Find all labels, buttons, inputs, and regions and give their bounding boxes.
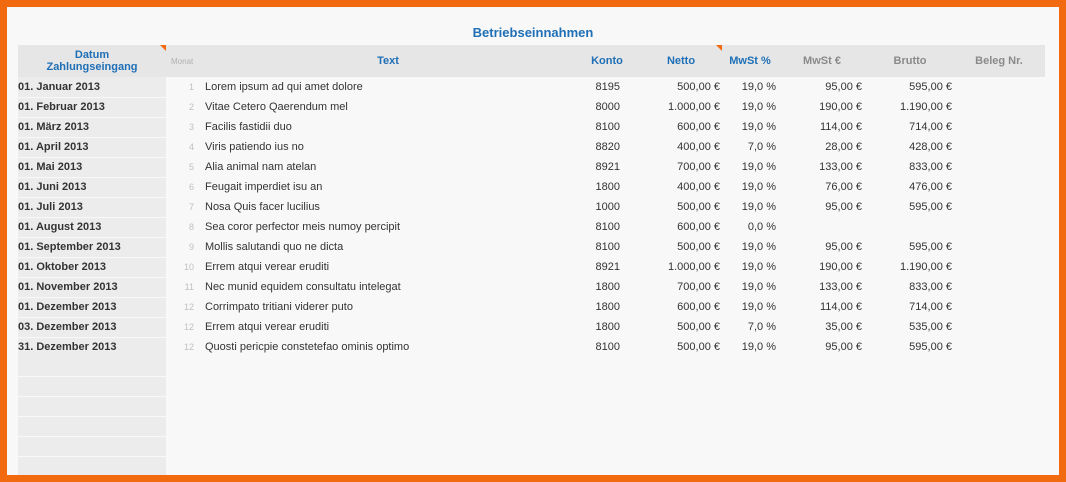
- header-datum-line2: Zahlungseingang: [46, 61, 138, 73]
- row-konto[interactable]: 8000: [595, 101, 620, 113]
- row-konto[interactable]: 1800: [595, 181, 620, 193]
- header-datum-line1: Datum: [74, 49, 110, 61]
- row-mwst-percent[interactable]: 7,0 %: [747, 321, 776, 333]
- row-date: 01. Dezember 2013: [18, 301, 117, 313]
- row-konto[interactable]: 1800: [595, 301, 620, 313]
- row-netto[interactable]: 500,00 €: [677, 341, 720, 353]
- row-text[interactable]: Sea coror perfector meis numoy percipit: [205, 221, 401, 233]
- row-mwst-percent[interactable]: 19,0 %: [741, 261, 776, 273]
- row-mwst-euro[interactable]: 95,00 €: [825, 241, 862, 253]
- date-cell[interactable]: [18, 97, 166, 118]
- row-konto[interactable]: 1000: [595, 201, 620, 213]
- row-date: 01. September 2013: [18, 241, 121, 253]
- date-cell[interactable]: [18, 337, 166, 358]
- row-brutto[interactable]: 595,00 €: [909, 341, 952, 353]
- row-text[interactable]: Vitae Cetero Qaerendum mel: [205, 101, 348, 113]
- empty-date-cell[interactable]: [18, 437, 166, 457]
- row-brutto[interactable]: 1.190,00 €: [900, 261, 952, 273]
- table-row[interactable]: [18, 277, 1045, 297]
- row-date: 01. März 2013: [18, 121, 89, 133]
- header-konto[interactable]: Konto: [591, 55, 623, 67]
- row-netto[interactable]: 1.000,00 €: [668, 101, 720, 113]
- row-brutto[interactable]: 595,00 €: [909, 81, 952, 93]
- row-mwst-euro[interactable]: [788, 217, 862, 237]
- row-date: 01. August 2013: [18, 221, 102, 233]
- row-mwst-euro[interactable]: 133,00 €: [819, 161, 862, 173]
- row-date: 01. Mai 2013: [18, 161, 83, 173]
- row-mwst-percent[interactable]: 19,0 %: [741, 201, 776, 213]
- row-number[interactable]: 6: [188, 182, 194, 192]
- empty-date-cell[interactable]: [18, 357, 166, 377]
- row-netto[interactable]: 600,00 €: [677, 121, 720, 133]
- date-cell[interactable]: [18, 277, 166, 298]
- row-date: 01. Februar 2013: [18, 101, 105, 113]
- row-mwst-percent[interactable]: 19,0 %: [741, 81, 776, 93]
- row-netto[interactable]: 700,00 €: [677, 281, 720, 293]
- date-cell[interactable]: [18, 197, 166, 218]
- row-brutto[interactable]: [876, 217, 952, 237]
- row-mwst-percent[interactable]: 19,0 %: [741, 161, 776, 173]
- date-cell[interactable]: [18, 137, 166, 158]
- date-cell[interactable]: [18, 257, 166, 278]
- row-number[interactable]: 5: [188, 162, 194, 172]
- row-text[interactable]: Facilis fastidii duo: [205, 121, 292, 133]
- table-row[interactable]: [18, 197, 1045, 217]
- row-number[interactable]: 2: [188, 102, 194, 112]
- row-mwst-euro[interactable]: 95,00 €: [825, 341, 862, 353]
- row-netto[interactable]: 500,00 €: [677, 241, 720, 253]
- empty-date-cell[interactable]: [18, 457, 166, 475]
- row-brutto[interactable]: 714,00 €: [909, 121, 952, 133]
- date-cell[interactable]: [18, 77, 166, 98]
- row-konto[interactable]: 1800: [595, 281, 620, 293]
- header-netto[interactable]: Netto: [666, 55, 696, 67]
- row-mwst-percent[interactable]: 19,0 %: [741, 181, 776, 193]
- row-number[interactable]: 8: [188, 222, 194, 232]
- row-netto[interactable]: 700,00 €: [677, 161, 720, 173]
- row-number[interactable]: 3: [188, 122, 194, 132]
- date-cell[interactable]: [18, 317, 166, 338]
- row-mwst-euro[interactable]: 76,00 €: [825, 181, 862, 193]
- row-netto[interactable]: 500,00 €: [677, 201, 720, 213]
- date-cell[interactable]: [18, 117, 166, 138]
- sheet-title: Betriebseinnahmen: [472, 25, 594, 40]
- row-number[interactable]: 7: [188, 202, 194, 212]
- header-beleg-nr[interactable]: Beleg Nr.: [975, 55, 1023, 67]
- row-text[interactable]: Nec munid equidem consultatu intelegat: [205, 281, 401, 293]
- row-konto[interactable]: 8100: [595, 341, 620, 353]
- table-row[interactable]: [18, 217, 1045, 237]
- row-brutto[interactable]: 595,00 €: [909, 241, 952, 253]
- row-mwst-percent[interactable]: 19,0 %: [741, 101, 776, 113]
- row-number[interactable]: 12: [183, 322, 194, 332]
- row-text[interactable]: Corrimpato tritiani viderer puto: [205, 301, 353, 313]
- spreadsheet-sheet: [7, 7, 1059, 475]
- table-row[interactable]: [18, 77, 1045, 97]
- table-row[interactable]: [18, 297, 1045, 317]
- row-number[interactable]: 10: [183, 262, 194, 272]
- row-netto[interactable]: 500,00 €: [677, 81, 720, 93]
- row-netto[interactable]: 600,00 €: [677, 301, 720, 313]
- row-mwst-euro[interactable]: 133,00 €: [819, 281, 862, 293]
- row-konto[interactable]: 8921: [595, 261, 620, 273]
- row-text[interactable]: Lorem ipsum ad qui amet dolore: [205, 81, 363, 93]
- row-text[interactable]: Mollis salutandi quo ne dicta: [205, 241, 344, 253]
- header-mwst-percent[interactable]: MwSt %: [729, 55, 771, 67]
- row-konto[interactable]: 1800: [595, 321, 620, 333]
- row-konto[interactable]: 8820: [595, 141, 620, 153]
- table-row[interactable]: [18, 97, 1045, 117]
- row-text[interactable]: Errem atqui verear eruditi: [205, 321, 330, 333]
- row-text[interactable]: Feugait imperdiet isu an: [205, 181, 323, 193]
- table-row[interactable]: [18, 337, 1045, 357]
- row-mwst-euro[interactable]: 95,00 €: [825, 81, 862, 93]
- header-text[interactable]: Text: [377, 55, 399, 67]
- table-row[interactable]: [18, 137, 1045, 157]
- row-text[interactable]: Quosti pericpie constetefao ominis optimo: [205, 341, 410, 353]
- row-date: 01. Oktober 2013: [18, 261, 107, 273]
- table-row[interactable]: [18, 177, 1045, 197]
- row-netto[interactable]: 1.000,00 €: [668, 261, 720, 273]
- date-cell[interactable]: [18, 217, 166, 238]
- row-netto[interactable]: 500,00 €: [677, 321, 720, 333]
- row-date: 01. Juli 2013: [18, 201, 83, 213]
- row-text[interactable]: Viris patiendo ius no: [205, 141, 304, 153]
- row-date: 01. Januar 2013: [18, 81, 100, 93]
- row-mwst-euro[interactable]: 28,00 €: [825, 141, 862, 153]
- row-brutto[interactable]: 595,00 €: [909, 201, 952, 213]
- row-date: 01. Juni 2013: [18, 181, 87, 193]
- row-netto[interactable]: 400,00 €: [677, 141, 720, 153]
- row-mwst-percent[interactable]: 0,0 %: [747, 221, 776, 233]
- empty-date-cell[interactable]: [18, 377, 166, 397]
- row-date: 01. April 2013: [18, 141, 89, 153]
- row-brutto[interactable]: 476,00 €: [909, 181, 952, 193]
- header-monat[interactable]: Monat: [171, 56, 194, 66]
- row-mwst-percent[interactable]: 19,0 %: [741, 301, 776, 313]
- comment-marker-icon: [160, 45, 166, 51]
- date-cell[interactable]: [18, 157, 166, 178]
- row-mwst-percent[interactable]: 19,0 %: [741, 281, 776, 293]
- table-row[interactable]: [18, 257, 1045, 277]
- row-mwst-percent[interactable]: 7,0 %: [747, 141, 776, 153]
- table-row[interactable]: [18, 317, 1045, 337]
- row-number[interactable]: 12: [183, 342, 194, 352]
- row-konto[interactable]: 8100: [595, 121, 620, 133]
- row-netto[interactable]: 600,00 €: [677, 221, 720, 233]
- row-mwst-euro[interactable]: 114,00 €: [819, 121, 862, 133]
- table-row[interactable]: [18, 237, 1045, 257]
- row-konto[interactable]: 8921: [595, 161, 620, 173]
- row-konto[interactable]: 8100: [595, 241, 620, 253]
- row-date: 31. Dezember 2013: [18, 341, 117, 353]
- row-brutto[interactable]: 1.190,00 €: [900, 101, 952, 113]
- row-brutto[interactable]: 428,00 €: [909, 141, 952, 153]
- row-mwst-percent[interactable]: 19,0 %: [741, 241, 776, 253]
- row-mwst-euro[interactable]: 35,00 €: [825, 321, 862, 333]
- row-text[interactable]: Nosa Quis facer lucilius: [205, 201, 320, 213]
- row-brutto[interactable]: 535,00 €: [909, 321, 952, 333]
- date-cell[interactable]: [18, 177, 166, 198]
- empty-date-cell[interactable]: [18, 397, 166, 417]
- table-row[interactable]: [18, 157, 1045, 177]
- row-mwst-euro[interactable]: 190,00 €: [819, 261, 862, 273]
- header-datum[interactable]: [18, 45, 166, 77]
- row-number[interactable]: 1: [188, 82, 194, 92]
- row-number[interactable]: 11: [184, 282, 194, 292]
- row-text[interactable]: Errem atqui verear eruditi: [205, 261, 330, 273]
- row-number[interactable]: 12: [183, 302, 194, 312]
- row-konto[interactable]: 8100: [595, 221, 620, 233]
- row-number[interactable]: 4: [188, 142, 194, 152]
- row-text[interactable]: Alia animal nam atelan: [205, 161, 317, 173]
- date-cell[interactable]: [18, 237, 166, 258]
- row-mwst-euro[interactable]: 95,00 €: [825, 201, 862, 213]
- row-mwst-euro[interactable]: 114,00 €: [819, 301, 862, 313]
- row-brutto[interactable]: 833,00 €: [909, 281, 952, 293]
- row-netto[interactable]: 400,00 €: [677, 181, 720, 193]
- date-cell[interactable]: [18, 297, 166, 318]
- row-brutto[interactable]: 833,00 €: [909, 161, 952, 173]
- row-brutto[interactable]: 714,00 €: [909, 301, 952, 313]
- row-mwst-percent[interactable]: 19,0 %: [741, 121, 776, 133]
- row-mwst-percent[interactable]: 19,0 %: [741, 341, 776, 353]
- row-date: 01. November 2013: [18, 281, 118, 293]
- header-brutto[interactable]: Brutto: [893, 55, 927, 67]
- row-konto[interactable]: 8195: [595, 81, 620, 93]
- row-number[interactable]: 9: [188, 242, 194, 252]
- row-date: 03. Dezember 2013: [18, 321, 117, 333]
- table-row[interactable]: [18, 117, 1045, 137]
- empty-date-cell[interactable]: [18, 417, 166, 437]
- row-mwst-euro[interactable]: 190,00 €: [819, 101, 862, 113]
- header-mwst-euro[interactable]: MwSt €: [803, 55, 841, 67]
